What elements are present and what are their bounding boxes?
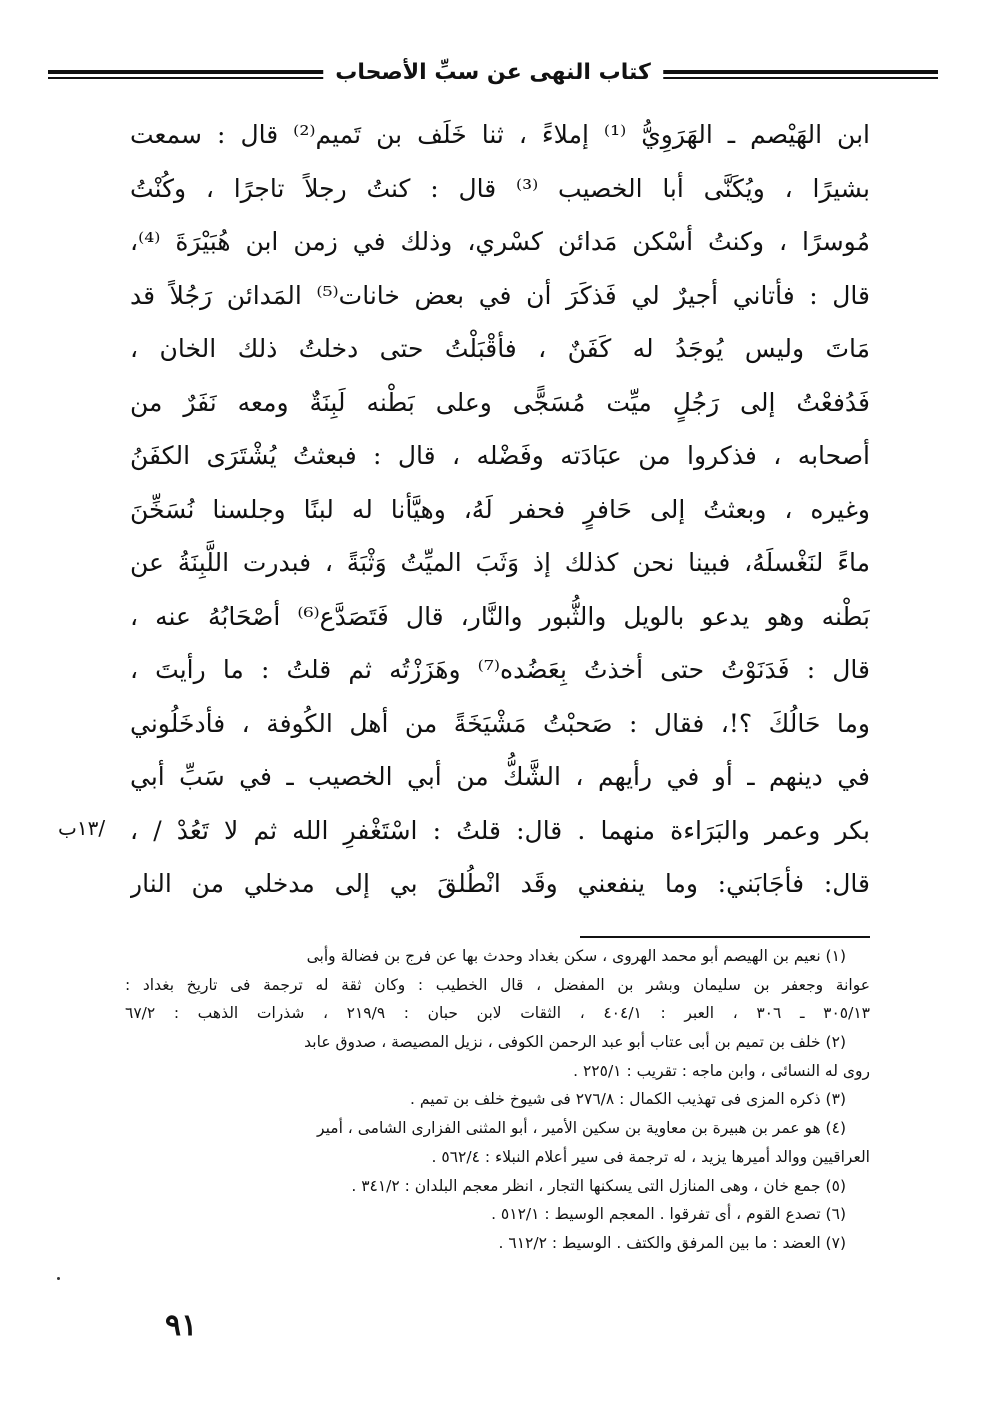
footnote-line: (٣) ذكره المزى فى تهذيب الكمال : ٢٧٦/٨ فى شيوخ خلف بن تميم . xyxy=(410,1090,846,1109)
page-number: ٩١ xyxy=(165,1308,198,1343)
running-header xyxy=(48,56,938,96)
text-line: في دينهم ـ أو في رأيهم ، الشَّكُّ من أبي الخصيب ـ في سَبِّ أبي xyxy=(130,762,870,791)
header-title: كتاب النهى عن سبِّ الأصحاب xyxy=(323,60,663,85)
text-line: قال : فَدَنَوْتُ حتى أخذتُ بِعَضُده⁽⁷⁾ وهَزَزْتُه ثم قلتُ : ما رأيتَ ، xyxy=(130,655,870,684)
footnote-line: (٥) جمع خان ، وهى المنازل التى يسكنها التجار ، انظر معجم البلدان : ٣٤١/٢ . xyxy=(351,1176,846,1195)
text-line: بكر وعمر والبَرَاءة منهما . قال: قلتُ : اسْتَغْفرِ الله ثم لا تَعُدْ / ، xyxy=(130,815,870,845)
footnote-line: العراقيين ووالد أميرها يزيد ، له ترجمة فى سير أعلام النبلاء : ٥٦٢/٤ . xyxy=(431,1147,870,1166)
text-line: وما حَالُكَ ؟!، فقال : صَحبْتُ مَشْيَخَةً من أهل الكُوفة ، فأدخَلُوني xyxy=(130,708,870,738)
text-line: أصحابه ، فذكروا من عبَادَته وفَضْله ، قال : فبعثتُ يُشْتَرَى الكفَنُ xyxy=(130,441,870,470)
text-line: وغيره ، وبعثتُ إلى حَافرٍ فحفر لَهُ، وهيَّأنا له لبنًا وجلسنا نُسَخِّنَ xyxy=(130,494,870,524)
text-line: فَدُفعْتُ إلى رَجُلٍ ميِّت مُسَجًّى وعلى بَطْنه لَبِنَةٌ ومعه نَفَرٌ من xyxy=(130,387,870,417)
text-line: ابن الهَيْصم ـ الهَرَوِيُّ ⁽¹⁾ إملاءً ، ثنا خَلَف بن تَميم⁽²⁾ قال : سمعت xyxy=(130,120,870,149)
footnote-line: (٧) العضد : ما بين المرفق والكتف . الوسيط : ٦١٢/٢ . xyxy=(498,1233,846,1252)
text-line: قال : فأتاني أجيرٌ لي فَذكَرَ أن في بعض خانات⁽⁵⁾ المَدائن رَجُلاً قد xyxy=(130,280,870,310)
text-line: قال: فأجَابَني: وما ينفعني وقَد انْطُلقَ بي إلى مدخلي من النار xyxy=(130,869,870,898)
footnote-line: (١) نعيم بن الهيصم أبو محمد الهروى ، سكن بغداد وحدث بها عن فرج بن فضالة وأبى xyxy=(306,947,846,965)
footnote-line: (٦) تصدع القوم ، أى تفرقوا . المعجم الوسيط : ٥١٢/١ . xyxy=(491,1205,846,1224)
footnote-line: ٣٠٥/١٣ ـ ٣٠٦ ، العبر : ٤٠٤/١ ، الثقات لابن حبان : ٢١٩/٩ ، شذرات الذهب : ٦٧/٢ xyxy=(125,1004,870,1023)
footnotes xyxy=(125,942,870,1258)
text-line: ماءً لنَغْسلَهُ، فبينا نحن كذلك إذ وَثَبَ الميِّتُ وَثْبَةً ، فبدرت اللَّبِنَةُ عن xyxy=(130,548,870,577)
text-line: بَطْنه وهو يدعو بالويل والثُّبور والنَّار، قال فَتَصَدَّع⁽⁶⁾ أصْحَابُهُ عنه ، xyxy=(130,601,870,631)
text-line: مَاتَ وليس يُوجَدُ له كَفَنٌ ، فأقْبَلْتُ حتى دخلتُ ذلك الخان ، xyxy=(130,334,870,363)
footnote-line: (٤) هو عمر بن هبيرة بن معاوية بن سكين الأمير ، أبو المثنى الفزارى الشامى ، أمير xyxy=(317,1119,846,1138)
footnote-separator xyxy=(580,936,870,938)
footnote-line: عوانة وجعفر بن سليمان وبشر بن المفضل ، قال الخطيب : وكان ثقة له ترجمة فى تاريخ بغداد : xyxy=(125,975,870,994)
text-line: مُوسرًا ، وكنتُ أسْكن مَدائن كسْري، وذلك في زمن ابن هُبَيْرَةَ ⁽⁴⁾، xyxy=(130,227,870,256)
text-line: بشيرًا ، ويُكَنَّى أبا الخصيب ⁽³⁾ قال : كنتُ رجلاً تاجرًا ، وكُنْتُ xyxy=(130,173,870,203)
footnote-line: روى له النسائى ، وابن ماجه : تقريب : ٢٢٥/١ . xyxy=(573,1061,870,1080)
footnote-line: (٢) خلف بن تميم بن أبى عتاب أبو عبد الرحمن الكوفى ، نزيل المصيصة ، صدوق عابد xyxy=(304,1033,846,1052)
main-text xyxy=(130,108,870,911)
margin-folio-note: /١٣ب xyxy=(58,816,106,840)
scan-speck xyxy=(57,1277,60,1280)
